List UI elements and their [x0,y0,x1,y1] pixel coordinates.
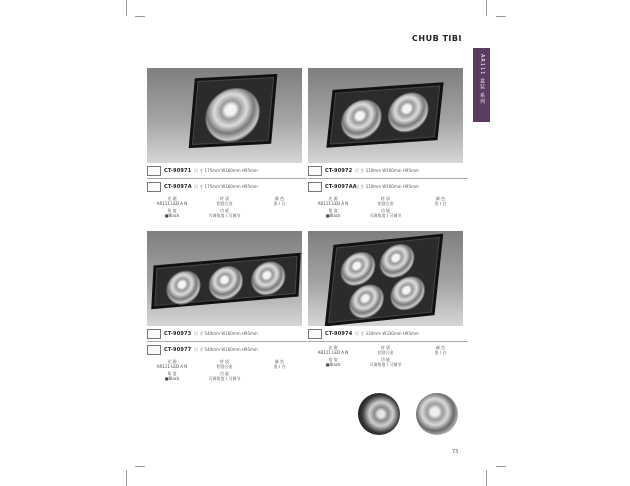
spec-row [147,329,307,341]
model-dims: 尺 寸 370mm W160mm H95mm [355,184,419,189]
lamp-reflector [165,269,201,306]
spec-value: ■Black [164,376,180,381]
product-info-2 [308,166,468,218]
spec-col [358,196,413,206]
spec-heading: 角 度 [328,208,338,213]
spec-badge [308,166,322,176]
divider [147,341,307,342]
lamp-reflector [389,275,427,312]
spec-heading: 材 质 [380,345,391,350]
lamp-reflector [203,87,262,144]
product-info-3 [147,329,307,381]
crop-mark [496,466,506,467]
product-info-1 [147,166,307,218]
spec-heading: 光 源 [167,196,177,201]
spec-heading: 材 质 [219,196,230,201]
spec-heading: 角 度 [167,371,177,376]
crop-mark [126,0,127,16]
lamp-reflector [348,283,386,320]
side-tab-label: AR111 盒装 系列 [479,54,485,105]
spec-col [147,371,197,381]
spec-cols [308,345,468,355]
spec-col [252,359,307,369]
spec-col [308,345,358,355]
detail-photo-1 [358,393,400,435]
fixture-inner [192,77,274,145]
model-dims: 尺 寸 540mm W160mm H95mm [194,331,258,336]
spec-heading: 光 源 [328,345,338,350]
spec-cols [147,359,307,369]
spec-col [358,208,413,218]
side-tab[interactable] [473,48,490,122]
spec-cols [147,371,307,381]
spec-heading: 颜 色 [274,359,285,364]
spec-row [308,166,468,178]
spec-col [413,196,468,206]
spec-col [252,196,307,206]
lamp-reflector [250,260,286,297]
spec-col [308,357,358,367]
divider [308,178,468,179]
spec-col [197,371,252,381]
spec-value: 可调角度 / 可调节 [369,213,402,218]
fixture-inner [154,256,297,306]
spec-row [308,329,468,341]
crop-mark [126,470,127,486]
product-photo-1 [147,68,302,163]
lamp-reflector [208,265,244,302]
spec-cols [308,357,468,367]
crop-mark [135,466,145,467]
spec-value: 铝镁合金 [377,350,394,355]
spec-cols [308,208,468,218]
spec-value: 铝镁合金 [377,201,394,206]
lamp-reflector [339,98,384,141]
spec-value: 黑 / 白 [434,350,447,355]
spec-col [197,359,252,369]
spec-value: 可调角度 / 可调节 [208,213,241,218]
spec-heading: 光 源 [328,196,338,201]
brand-title: CHUB TIBI [412,34,462,43]
spec-heading: 材 质 [380,196,391,201]
divider [308,341,468,342]
spec-heading: 光 源 [167,359,177,364]
spec-value: 黑 / 白 [434,201,447,206]
spec-col [197,208,252,218]
spec-cols [308,196,468,206]
spec-badge [147,345,161,355]
spec-value: ■Black [325,362,341,367]
spec-value: 铝镁合金 [216,364,233,369]
spec-badge [147,329,161,339]
spec-cols [147,196,307,206]
spec-heading: 颜 色 [274,196,285,201]
crop-mark [486,0,487,16]
fixture-housing [151,253,301,310]
spec-heading: 角 度 [167,208,177,213]
divider [147,178,307,179]
spec-col [147,208,197,218]
fixture-inner [330,85,441,144]
model-code: CT-90972 [325,168,353,174]
fixture-housing [325,234,444,326]
product-photo-4 [308,231,463,326]
spec-badge [147,166,161,176]
page-number: 73 [452,449,459,455]
crop-mark [135,16,145,17]
spec-value: AR111 LED A N [317,350,349,355]
spec-col [197,196,252,206]
model-code: CT-9097A [164,184,192,190]
spec-heading: 角 度 [328,357,338,362]
spec-heading: 功 能 [380,208,391,213]
spec-badge [308,182,322,192]
model-code: CT-90971 [164,168,192,174]
model-code: CT-90977 [164,347,192,353]
spec-badge [147,182,161,192]
spec-col [308,196,358,206]
spec-heading: 功 能 [380,357,391,362]
spec-col [413,345,468,355]
detail-photo-2 [416,393,458,435]
product-info-4 [308,329,468,367]
spec-heading: 材 质 [219,359,230,364]
spec-row [147,345,307,357]
model-dims: 尺 寸 175mm W160mm H95mm [194,168,258,173]
lamp-reflector [386,91,431,134]
spec-heading: 功 能 [219,371,230,376]
model-dims: 尺 寸 370mm W160mm H95mm [355,168,419,173]
spec-value: AR111 LED A N [156,364,188,369]
model-code: CT-90973 [164,331,192,337]
spec-badge [308,329,322,339]
spec-col [358,357,413,367]
spec-value: 可调角度 / 可调节 [369,362,402,367]
product-photo-2 [308,68,463,163]
spec-value: ■Black [164,213,180,218]
spec-row [147,166,307,178]
spec-value: ■Black [325,213,341,218]
spec-heading: 颜 色 [435,345,446,350]
spec-col [147,359,197,369]
spec-value: 黑 / 白 [273,364,286,369]
crop-mark [486,470,487,486]
product-photo-3 [147,231,302,326]
model-code: CT-9097AA [325,184,357,190]
fixture-inner [328,237,440,323]
spec-cols [147,208,307,218]
spec-heading: 颜 色 [435,196,446,201]
spec-col [358,345,413,355]
crop-mark [496,16,506,17]
model-code: CT-90974 [325,331,353,337]
spec-heading: 功 能 [219,208,230,213]
fixture-housing [326,82,443,148]
lamp-reflector [378,242,416,279]
spec-value: 黑 / 白 [273,201,286,206]
spec-value: 铝镁合金 [216,201,233,206]
fixture-housing [189,74,278,148]
spec-value: AR111 LED A N [156,201,188,206]
spec-row [147,182,307,194]
spec-value: 可调角度 / 可调节 [208,376,241,381]
model-dims: 尺 寸 540mm W160mm H95mm [194,347,258,352]
spec-value: AR111 LED A N [317,201,349,206]
lamp-reflector [339,250,377,287]
model-dims: 尺 寸 175mm W160mm H95mm [194,184,258,189]
model-dims: 尺 寸 330mm W330mm H95mm [355,331,419,336]
spec-row [308,182,468,194]
spec-col [308,208,358,218]
spec-col [147,196,197,206]
